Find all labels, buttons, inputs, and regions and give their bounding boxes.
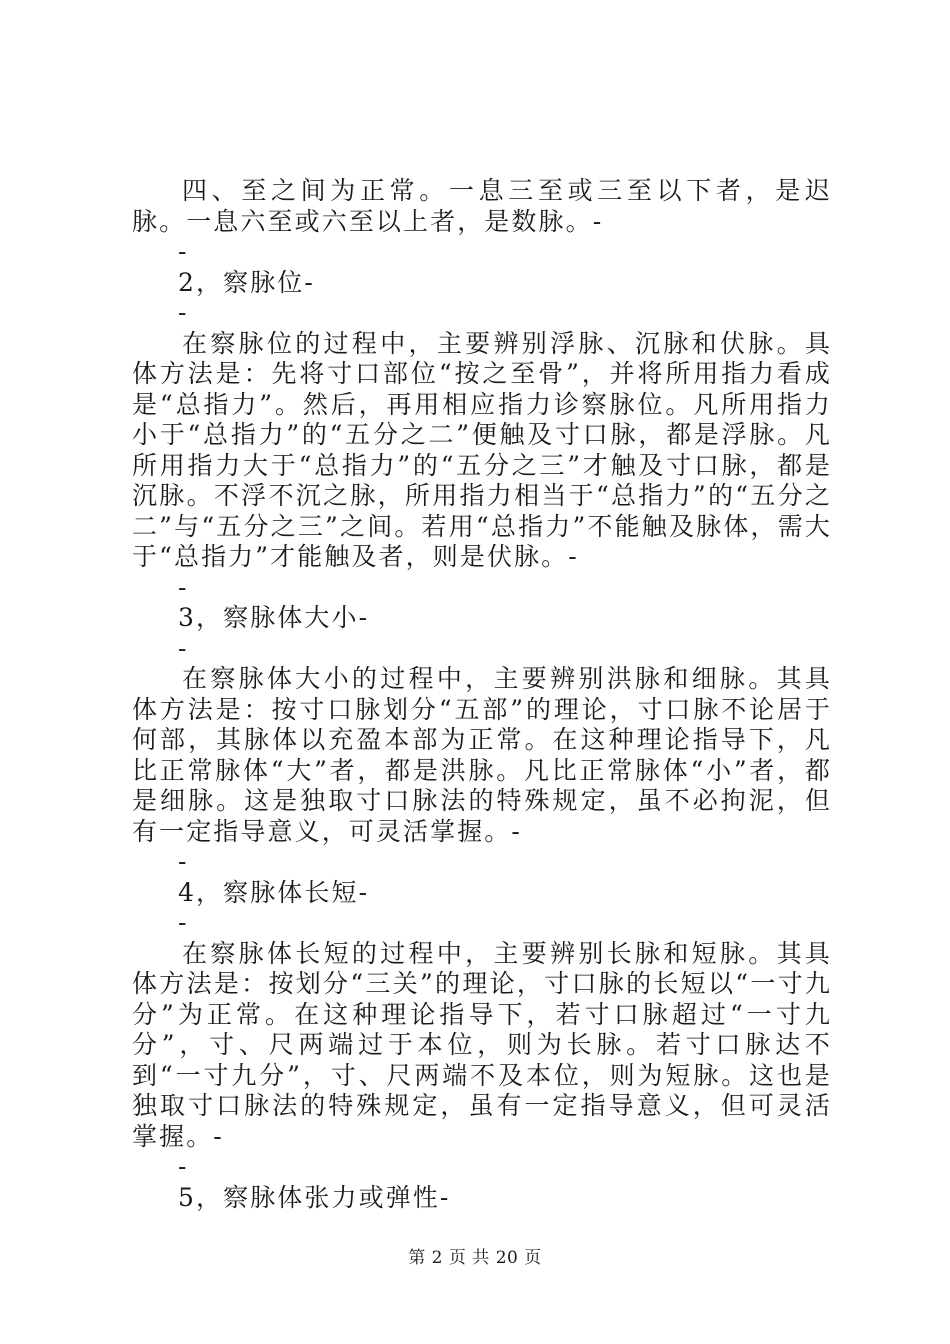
separator-dash: - bbox=[178, 633, 189, 663]
section-heading-pulse-position: 2，察脉位- bbox=[178, 267, 315, 297]
separator-dash: - bbox=[178, 908, 189, 937]
paragraph-pulse-position: 在察脉位的过程中，主要辨别浮脉、沉脉和伏脉。具体方法是：先将寸口部位“按之至骨”，并将所用指力看成是“总指力”。然后，再用相应指力诊察脉位。凡所用指力小于“总指力”的“五分之二”便触及寸口脉，都是浮脉。凡所用指力大于“总指力”的“五分之三”才触及寸口脉，都是沉脉。不浮不沉之脉，所用指力相当于“总指力”的“五分之二”与“五分之三”之间。若用“总指力”不能触及脉体，需大于“总指力”才能触及者，则是伏脉。- bbox=[132, 328, 832, 571]
separator-dash: - bbox=[178, 572, 189, 602]
section-heading-pulse-length: 4，察脉体长短- bbox=[178, 877, 370, 907]
page-number-footer: 第 2 页 共 20 页 bbox=[408, 1248, 542, 1268]
section-heading-pulse-tension: 5，察脉体张力或弹性- bbox=[178, 1182, 451, 1212]
separator-dash: - bbox=[178, 298, 189, 327]
document-body bbox=[132, 176, 832, 1213]
separator-dash: - bbox=[178, 847, 189, 876]
paragraph-pulse-size: 在察脉体大小的过程中，主要辨别洪脉和细脉。其具体方法是：按寸口脉划分“五部”的理论，寸口脉不论居于何部，其脉体以充盈本部为正常。在这种理论指导下，凡比正常脉体“大”者，都是洪脉。凡比正常脉体“小”者，都是细脉。这是独取寸口脉法的特殊规定，虽不必拘泥，但有一定指导意义，可灵活掌握。- bbox=[132, 664, 832, 846]
paragraph-pulse-length: 在察脉体长短的过程中，主要辨别长脉和短脉。其具体方法是：按划分“三关”的理论，寸口脉的长短以“一寸九分”为正常。在这种理论指导下，若寸口脉超过“一寸九分”，寸、尺两端过于本位，则为长脉。若寸口脉达不到“一寸九分”，寸、尺两端不及本位，则为短脉。这也是独取寸口脉法的特殊规定，虽有一定指导意义，但可灵活掌握。- bbox=[132, 938, 832, 1151]
separator-dash: - bbox=[178, 237, 189, 266]
paragraph-pulse-rate: 四、至之间为正常。一息三至或三至以下者，是迟脉。一息六至或六至以上者，是数脉。- bbox=[132, 176, 832, 236]
section-heading-pulse-size: 3，察脉体大小- bbox=[178, 603, 370, 632]
separator-dash: - bbox=[178, 1152, 189, 1181]
